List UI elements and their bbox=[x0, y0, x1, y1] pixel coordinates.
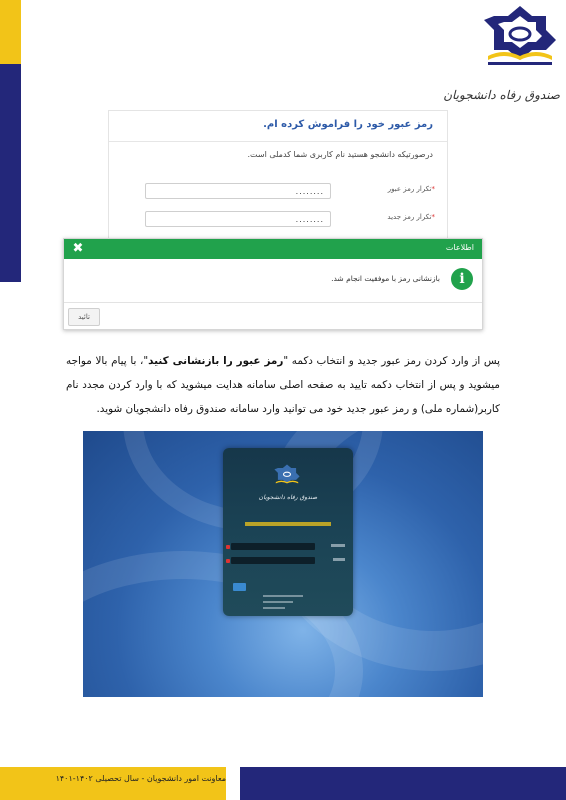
logo bbox=[443, 4, 564, 114]
confirm-button[interactable]: تائید bbox=[68, 308, 100, 326]
username-label bbox=[331, 544, 345, 547]
instruction-paragraph bbox=[66, 349, 500, 421]
info-dialog bbox=[63, 238, 483, 330]
footer-bar-navy bbox=[240, 767, 566, 800]
paragraph-text: "، با پیام بالا مواجه میشوید و پس از انتخاب دکمه تایید به صفحه اصلی سامانه هدایت میشوید که با وارد کردن مجدد نام کاربر(شماره ملی) و رمز عبور جدید خود می توانید وارد سامانه صندوق رفاه دانشجویان شوید. bbox=[66, 355, 500, 415]
close-icon[interactable]: ✖ bbox=[72, 241, 84, 256]
field-label: *تکرار رمز عبور bbox=[387, 185, 435, 193]
login-title bbox=[245, 522, 331, 526]
footer-gap bbox=[226, 767, 240, 800]
footer-text: معاونت امور دانشجویان - سال تحصیلی ۱۴۰۲-۱۴۰۱ bbox=[55, 774, 226, 783]
login-panel bbox=[223, 448, 353, 616]
login-logo-text: صندوق رفاه دانشجویان bbox=[258, 494, 318, 501]
password-input[interactable] bbox=[231, 557, 315, 564]
login-link[interactable] bbox=[263, 607, 285, 609]
form-title: رمز عبور خود را فراموش کرده ام. bbox=[263, 119, 433, 130]
logo-text: صندوق رفاه دانشجویان bbox=[443, 88, 560, 102]
login-link[interactable] bbox=[263, 595, 303, 597]
login-button[interactable] bbox=[233, 583, 246, 591]
dialog-header bbox=[64, 239, 482, 259]
fund-logo-icon bbox=[480, 4, 560, 68]
divider bbox=[109, 141, 447, 142]
decorative-bar-navy bbox=[0, 64, 21, 282]
login-screenshot bbox=[83, 431, 483, 697]
form-row-repeat-new-password bbox=[145, 211, 435, 227]
divider bbox=[64, 302, 482, 303]
error-icon bbox=[226, 559, 230, 563]
reset-password-form bbox=[108, 110, 448, 240]
login-link[interactable] bbox=[263, 601, 293, 603]
info-icon: i bbox=[451, 268, 473, 290]
error-icon bbox=[226, 545, 230, 549]
decorative-bar-yellow bbox=[0, 0, 21, 64]
field-label: *تکرار رمز جدید bbox=[387, 213, 435, 221]
dialog-message: بازنشانی رمز با موفقیت انجام شد. bbox=[331, 274, 440, 283]
paragraph-text: پس از وارد کردن رمز عبور جدید و انتخاب دکمه " bbox=[283, 355, 501, 367]
form-description: درصورتیکه دانشجو هستید نام کاربری شما کدملی است. bbox=[247, 150, 433, 159]
username-input[interactable] bbox=[231, 543, 315, 550]
dialog-title: اطلاعات bbox=[445, 243, 474, 252]
fund-logo-icon bbox=[273, 462, 301, 488]
repeat-new-password-input[interactable]: ........ bbox=[145, 211, 331, 227]
password-label bbox=[333, 558, 345, 561]
paragraph-bold-text: رمز عبور را بازنشانی کنید bbox=[148, 355, 284, 367]
form-row-repeat-password bbox=[145, 183, 435, 199]
repeat-password-input[interactable]: ........ bbox=[145, 183, 331, 199]
